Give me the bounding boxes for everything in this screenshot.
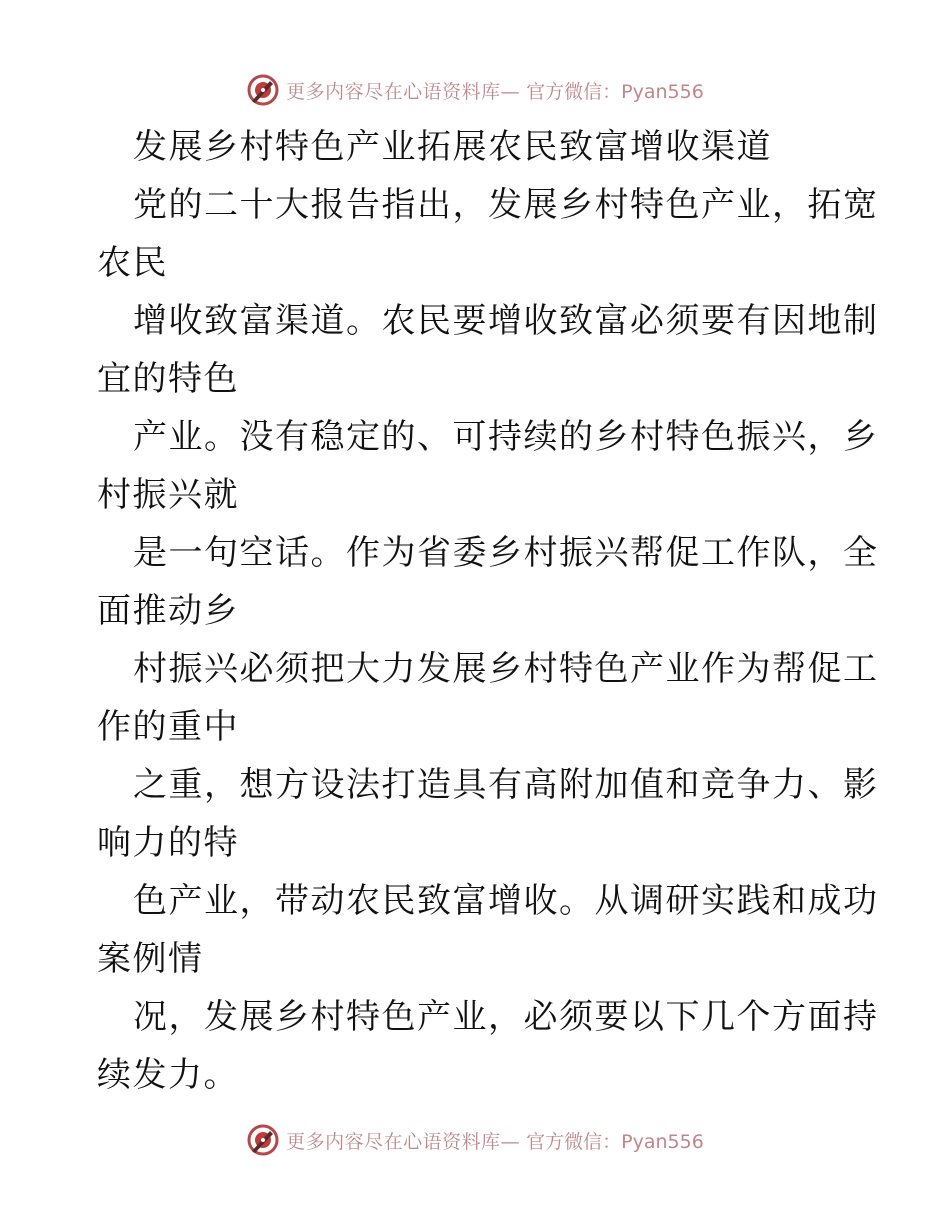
text-line: 农民: [97, 243, 168, 283]
watermark-wechat: 官方微信：Pyan556: [526, 1130, 704, 1153]
text-line: 是一句空话。作为省委乡村振兴帮促工作队，全: [133, 533, 879, 573]
header-watermark: [0, 70, 950, 110]
watermark-text: 更多内容尽在心语资料库—: [286, 80, 521, 103]
text-line: 产业。没有稳定的、可持续的乡村特色振兴，乡: [133, 417, 879, 457]
document-title: 发展乡村特色产业拓展农民致富增收渠道: [133, 127, 772, 167]
text-line: 响力的特: [97, 823, 239, 863]
watermark-text: 更多内容尽在心语资料库—: [286, 1130, 521, 1153]
text-line: 党的二十大报告指出，发展乡村特色产业，拓宽: [133, 185, 879, 225]
text-line: 增收致富渠道。农民要增收致富必须要有因地制: [133, 301, 879, 341]
document-body: [97, 118, 879, 1104]
text-line: 宜的特色: [97, 359, 239, 399]
text-line: 色产业，带动农民致富增收。从调研实践和成功: [133, 881, 879, 921]
text-line: 续发力。: [97, 1055, 239, 1095]
pen-logo-icon: [246, 1123, 280, 1157]
pen-logo-icon: [246, 73, 280, 107]
text-line: 案例情: [97, 939, 204, 979]
text-line: 之重，想方设法打造具有高附加值和竞争力、影: [133, 765, 879, 805]
text-line: 况，发展乡村特色产业，必须要以下几个方面持: [133, 997, 879, 1037]
watermark-wechat: 官方微信：Pyan556: [526, 80, 704, 103]
text-line: 村振兴就: [97, 475, 239, 515]
text-line: 村振兴必须把大力发展乡村特色产业作为帮促工: [133, 649, 879, 689]
text-line: 作的重中: [97, 707, 239, 747]
footer-watermark: [0, 1120, 950, 1160]
text-line: 面推动乡: [97, 591, 239, 631]
